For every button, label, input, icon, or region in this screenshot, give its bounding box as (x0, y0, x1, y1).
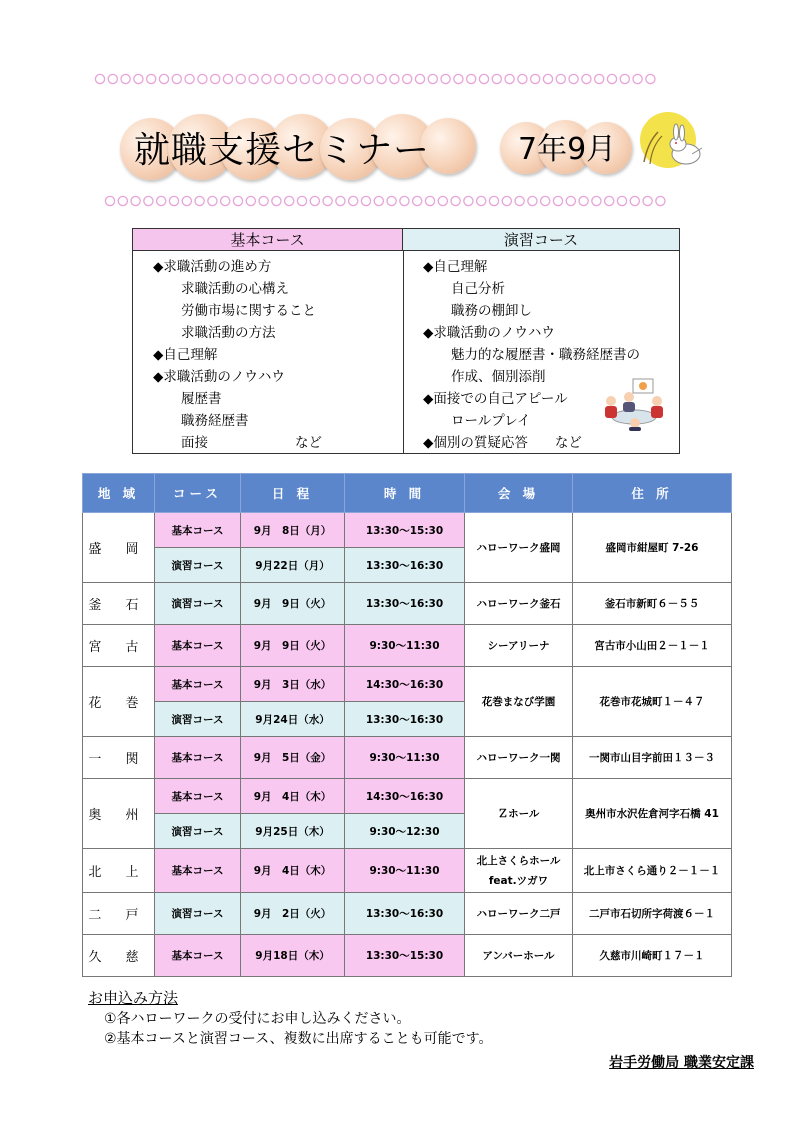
dot-icon (121, 74, 130, 83)
dot-icon (617, 196, 626, 205)
dot-icon (223, 74, 232, 83)
venue-name-sub: feat.ツガワ (488, 874, 549, 887)
time-cell: 13:30～15:30 (345, 513, 465, 548)
dot-icon (339, 74, 348, 83)
dot-icon (451, 196, 460, 205)
dot-icon (633, 74, 642, 83)
course-cell: 演習コース (155, 893, 241, 935)
address-cell: 一関市山目字前田１３－３ (573, 737, 732, 779)
dot-icon (541, 196, 550, 205)
dot-icon (387, 196, 396, 205)
area-cell: 盛 岡 (83, 513, 155, 583)
practice-item: ◆自己理解 (423, 259, 488, 275)
dot-icon (313, 74, 322, 83)
date-cell: 9月 9日（火） (241, 583, 345, 625)
address-cell: 宮古市小山田２－１－１ (573, 625, 732, 667)
venue-cell: シーアリーナ (465, 625, 573, 667)
practice-item: 職務の棚卸し (451, 303, 532, 319)
area-cell: 釜 石 (83, 583, 155, 625)
course-cell: 演習コース (155, 814, 241, 849)
dot-icon (579, 196, 588, 205)
dot-icon (643, 196, 652, 205)
address-cell: 釜石市新町６－５５ (573, 583, 732, 625)
dot-icon (300, 74, 309, 83)
basic-item: 求職活動の心構え (181, 281, 289, 297)
dot-icon (211, 74, 220, 83)
meeting-illustration (599, 377, 669, 431)
basic-item: 面接 (181, 435, 208, 451)
area-cell: 花 巻 (83, 667, 155, 737)
time-cell: 9:30～11:30 (345, 625, 465, 667)
dot-icon (272, 196, 281, 205)
title-banner (120, 108, 650, 188)
venue-cell: Ｚホール (465, 779, 573, 849)
footer-organization: 岩手労働局 職業安定課 (609, 1055, 754, 1071)
dot-icon (172, 74, 181, 83)
area-cell: 奥 州 (83, 779, 155, 849)
time-cell: 13:30～16:30 (345, 583, 465, 625)
dot-icon (630, 196, 639, 205)
basic-item: ◆求職活動のノウハウ (153, 369, 285, 385)
time-cell: 9:30～11:30 (345, 849, 465, 893)
dot-icon (566, 196, 575, 205)
dot-icon (595, 74, 604, 83)
practice-item: ロールプレイ (451, 413, 531, 429)
dot-icon (118, 196, 127, 205)
dot-icon (605, 196, 614, 205)
practice-item: 魅力的な履歴書・職務経歴書の (451, 347, 640, 363)
dot-icon (492, 74, 501, 83)
basic-item: 職務経歴書 (181, 413, 249, 429)
header-time: 時 間 (345, 474, 465, 513)
dot-icon (441, 74, 450, 83)
header-venue: 会 場 (465, 474, 573, 513)
table-row (83, 779, 732, 814)
address-cell: 久慈市川崎町１７－１ (573, 935, 732, 977)
time-cell: 13:30～16:30 (345, 893, 465, 935)
dot-icon (105, 196, 114, 205)
basic-course-column (133, 251, 404, 453)
header-area: 地 域 (83, 474, 155, 513)
basic-item: など (295, 435, 322, 451)
address-cell: 奥州市水沢佐倉河字石橋 41 (573, 779, 732, 849)
dot-icon (157, 196, 166, 205)
dot-icon (198, 74, 207, 83)
dot-icon (323, 196, 332, 205)
venue-cell: アンバーホール (465, 935, 573, 977)
dot-icon (543, 74, 552, 83)
practice-course-column (403, 251, 679, 453)
dot-icon (518, 74, 527, 83)
table-row (83, 513, 732, 548)
area-cell: 久 慈 (83, 935, 155, 977)
dot-icon (415, 74, 424, 83)
basic-course-header: 基本コース (133, 229, 403, 251)
venue-cell (465, 849, 573, 893)
table-row (83, 935, 732, 977)
dot-icon (646, 74, 655, 83)
date-cell: 9月 3日（水） (241, 667, 345, 702)
course-cell: 基本コース (155, 667, 241, 702)
dot-icon (221, 196, 230, 205)
schedule-header-row (83, 474, 732, 513)
dot-icon (489, 196, 498, 205)
dot-icon (236, 74, 245, 83)
dot-icon (336, 196, 345, 205)
address-cell: 二戸市石切所字荷渡６－１ (573, 893, 732, 935)
table-row (83, 737, 732, 779)
dot-icon (607, 74, 616, 83)
dot-icon (438, 196, 447, 205)
dot-icon (467, 74, 476, 83)
dot-icon (361, 196, 370, 205)
dot-icon (425, 196, 434, 205)
dot-icon (262, 74, 271, 83)
course-cell: 基本コース (155, 935, 241, 977)
time-cell: 13:30～15:30 (345, 935, 465, 977)
basic-item: 求職活動の方法 (181, 325, 276, 341)
date-cell: 9月18日（木） (241, 935, 345, 977)
dot-icon (195, 196, 204, 205)
dot-icon (505, 74, 514, 83)
area-cell: 北 上 (83, 849, 155, 893)
dot-icon (656, 196, 665, 205)
course-cell: 演習コース (155, 548, 241, 583)
date-cell: 9月 8日（月） (241, 513, 345, 548)
dot-icon (208, 196, 217, 205)
course-cell: 基本コース (155, 625, 241, 667)
dot-icon (95, 74, 104, 83)
month-label: 7年9月 (518, 132, 617, 167)
date-cell: 9月 9日（火） (241, 625, 345, 667)
time-cell: 14:30～16:30 (345, 667, 465, 702)
dot-icon (326, 74, 335, 83)
dot-icon (377, 74, 386, 83)
course-cell: 演習コース (155, 702, 241, 737)
practice-course-header: 演習コース (403, 229, 679, 251)
dot-icon (556, 74, 565, 83)
dot-icon (403, 74, 412, 83)
venue-cell: ハローワーク一関 (465, 737, 573, 779)
dot-icon (285, 196, 294, 205)
area-cell: 一 関 (83, 737, 155, 779)
address-cell: 北上市さくら通り２－１－１ (573, 849, 732, 893)
dot-icon (287, 74, 296, 83)
dot-icon (528, 196, 537, 205)
dot-icon (275, 74, 284, 83)
dot-icon (297, 196, 306, 205)
dot-icon (108, 74, 117, 83)
dot-icon (515, 196, 524, 205)
application-line-1: ①各ハローワークの受付にお申し込みください。 (104, 1011, 411, 1027)
dot-icon (454, 74, 463, 83)
area-cell: 宮 古 (83, 625, 155, 667)
dot-icon (159, 74, 168, 83)
dot-icon (400, 196, 409, 205)
header-course: コース (155, 474, 241, 513)
dot-icon (582, 74, 591, 83)
venue-cell: ハローワーク盛岡 (465, 513, 573, 583)
time-cell: 13:30～16:30 (345, 702, 465, 737)
table-row (83, 667, 732, 702)
dot-icon (592, 196, 601, 205)
date-cell: 9月 4日（木） (241, 849, 345, 893)
dot-icon (502, 196, 511, 205)
dot-icon (134, 74, 143, 83)
address-cell: 花巻市花城町１－４７ (573, 667, 732, 737)
dot-icon (144, 196, 153, 205)
course-cell: 演習コース (155, 583, 241, 625)
time-cell: 9:30～12:30 (345, 814, 465, 849)
basic-item: ◆求職活動の進め方 (153, 259, 272, 275)
date-cell: 9月 2日（火） (241, 893, 345, 935)
date-cell: 9月22日（月） (241, 548, 345, 583)
table-row (83, 625, 732, 667)
venue-name: 北上さくらホール (476, 854, 561, 867)
table-row (83, 583, 732, 625)
dot-icon (364, 74, 373, 83)
time-cell: 13:30～16:30 (345, 548, 465, 583)
practice-item: ◆面接での自己アピール (423, 391, 568, 407)
basic-item: 履歴書 (181, 391, 222, 407)
dot-icon (464, 196, 473, 205)
dot-icon (349, 196, 358, 205)
dot-icon (259, 196, 268, 205)
dot-icon (477, 196, 486, 205)
dot-icon (428, 74, 437, 83)
dot-icon (569, 74, 578, 83)
dot-icon (620, 74, 629, 83)
course-cell: 基本コース (155, 779, 241, 814)
dot-icon (246, 196, 255, 205)
date-cell: 9月25日（木） (241, 814, 345, 849)
dot-icon (131, 196, 140, 205)
venue-cell: 花巻まなび学園 (465, 667, 573, 737)
dot-icon (185, 74, 194, 83)
dot-icon (479, 74, 488, 83)
dot-icon (147, 74, 156, 83)
date-cell: 9月 5日（金） (241, 737, 345, 779)
table-row (83, 849, 732, 893)
dot-icon (310, 196, 319, 205)
course-content-table (132, 228, 680, 454)
header-date: 日 程 (241, 474, 345, 513)
top-dot-border (94, 72, 664, 86)
application-line-2: ②基本コースと演習コース、複数に出席することも可能です。 (104, 1031, 493, 1047)
address-cell: 盛岡市紺屋町 7-26 (573, 513, 732, 583)
table-row (83, 893, 732, 935)
dot-icon (249, 74, 258, 83)
dot-icon (390, 74, 399, 83)
header-address: 住 所 (573, 474, 732, 513)
course-cell: 基本コース (155, 513, 241, 548)
venue-cell: ハローワーク二戸 (465, 893, 573, 935)
practice-item: ◆求職活動のノウハウ (423, 325, 555, 341)
application-title: お申込み方法 (88, 989, 179, 1007)
practice-item: 自己分析 (451, 281, 505, 297)
dot-icon (169, 196, 178, 205)
course-cell: 基本コース (155, 737, 241, 779)
page-title: 就職支援セミナー (134, 130, 431, 171)
basic-item: 労働市場に関すること (181, 303, 316, 319)
dot-icon (374, 196, 383, 205)
dot-icon (553, 196, 562, 205)
practice-item: ◆個別の質疑応答 など (423, 435, 582, 451)
bottom-dot-border (104, 194, 674, 208)
dot-icon (233, 196, 242, 205)
dot-icon (351, 74, 360, 83)
time-cell: 14:30～16:30 (345, 779, 465, 814)
area-cell: 二 戸 (83, 893, 155, 935)
course-cell: 基本コース (155, 849, 241, 893)
dot-icon (531, 74, 540, 83)
dot-icon (182, 196, 191, 205)
schedule-table (82, 473, 732, 977)
time-cell: 9:30～11:30 (345, 737, 465, 779)
date-cell: 9月24日（水） (241, 702, 345, 737)
date-cell: 9月 4日（木） (241, 779, 345, 814)
dot-icon (413, 196, 422, 205)
basic-item: ◆自己理解 (153, 347, 218, 363)
venue-cell: ハローワーク釜石 (465, 583, 573, 625)
practice-item: 作成、個別添削 (451, 369, 546, 385)
moon-rabbit-illustration (636, 102, 706, 182)
